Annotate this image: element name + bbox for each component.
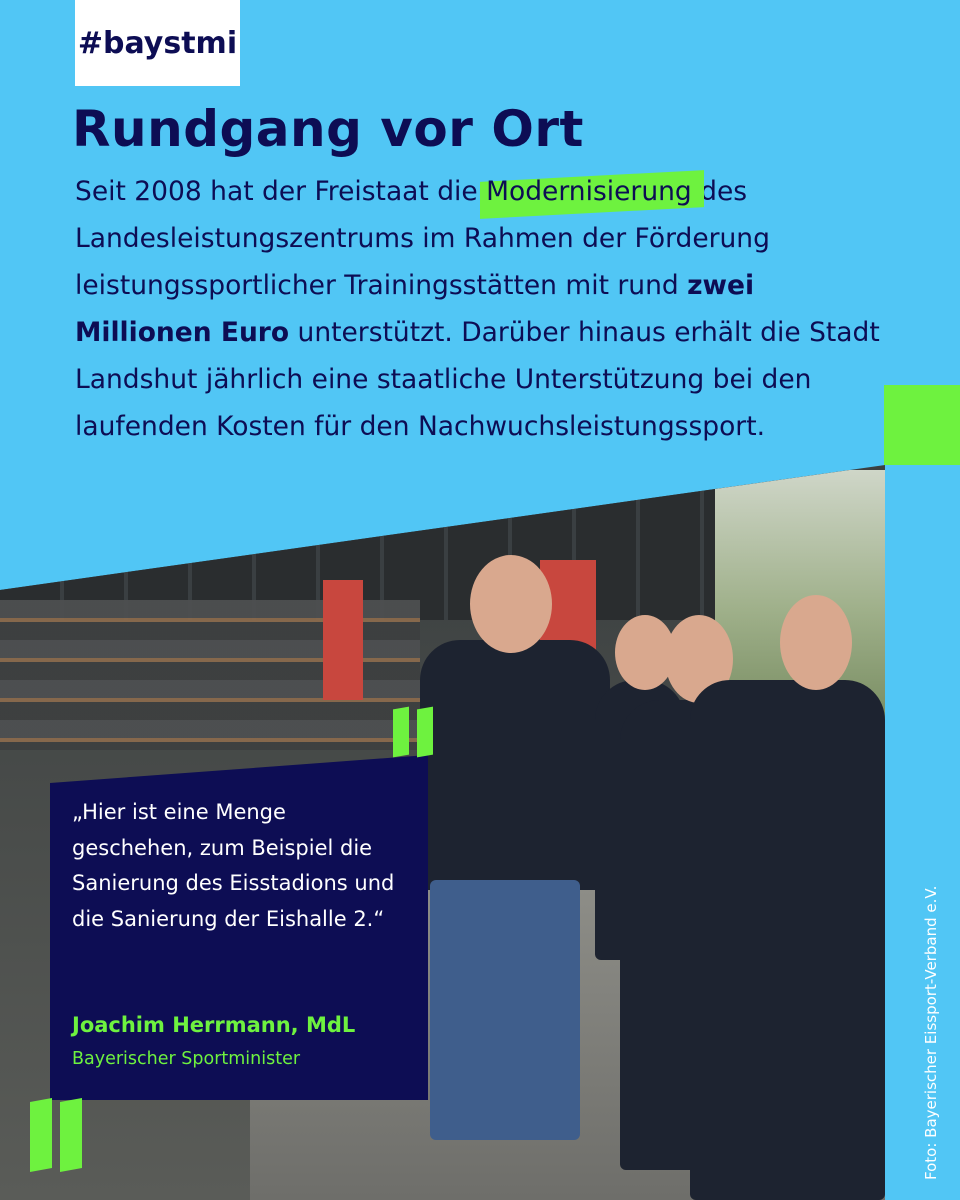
quote-author-role: Bayerischer Sportminister <box>72 1049 301 1069</box>
page-title: Rundgang vor Ort <box>72 100 584 158</box>
article-body <box>75 168 895 450</box>
quote-mark-icon <box>393 708 433 756</box>
body-text-part1: Seit 2008 hat der Freistaat die <box>75 176 487 207</box>
photo-credit: Foto: Bayerischer Eissport-Verband e.V. <box>922 885 940 1180</box>
person-figure <box>690 680 885 1200</box>
body-text-part2: des Landesleistungszentrums im Rahmen der Förderung leistungssportlicher Trainingsstätten mit rund <box>75 176 770 301</box>
hashtag-label: #baystmi <box>75 0 240 86</box>
red-pillar <box>323 580 363 700</box>
quote-author: Joachim Herrmann, MdL <box>72 1013 356 1037</box>
body-text-part3: unterstützt. Darüber hinaus erhält die Stadt Landshut jährlich eine staatliche Unterstützung bei den laufenden Kosten für den Nachwuchsleistungssport. <box>75 317 880 442</box>
person-head <box>470 555 552 653</box>
green-accent-block <box>884 385 960 465</box>
highlighted-word: Modernisierung <box>486 168 692 215</box>
person-figure <box>420 640 610 890</box>
person-legs <box>430 880 580 1140</box>
quote-text: „Hier ist eine Menge geschehen, zum Beispiel die Sanierung des Eisstadions und die Sanierung der Eishalle 2.“ <box>72 800 395 931</box>
bold-amount: zwei Millionen Euro <box>75 270 755 348</box>
quote-mark-icon <box>30 1100 82 1170</box>
person-head <box>780 595 852 690</box>
